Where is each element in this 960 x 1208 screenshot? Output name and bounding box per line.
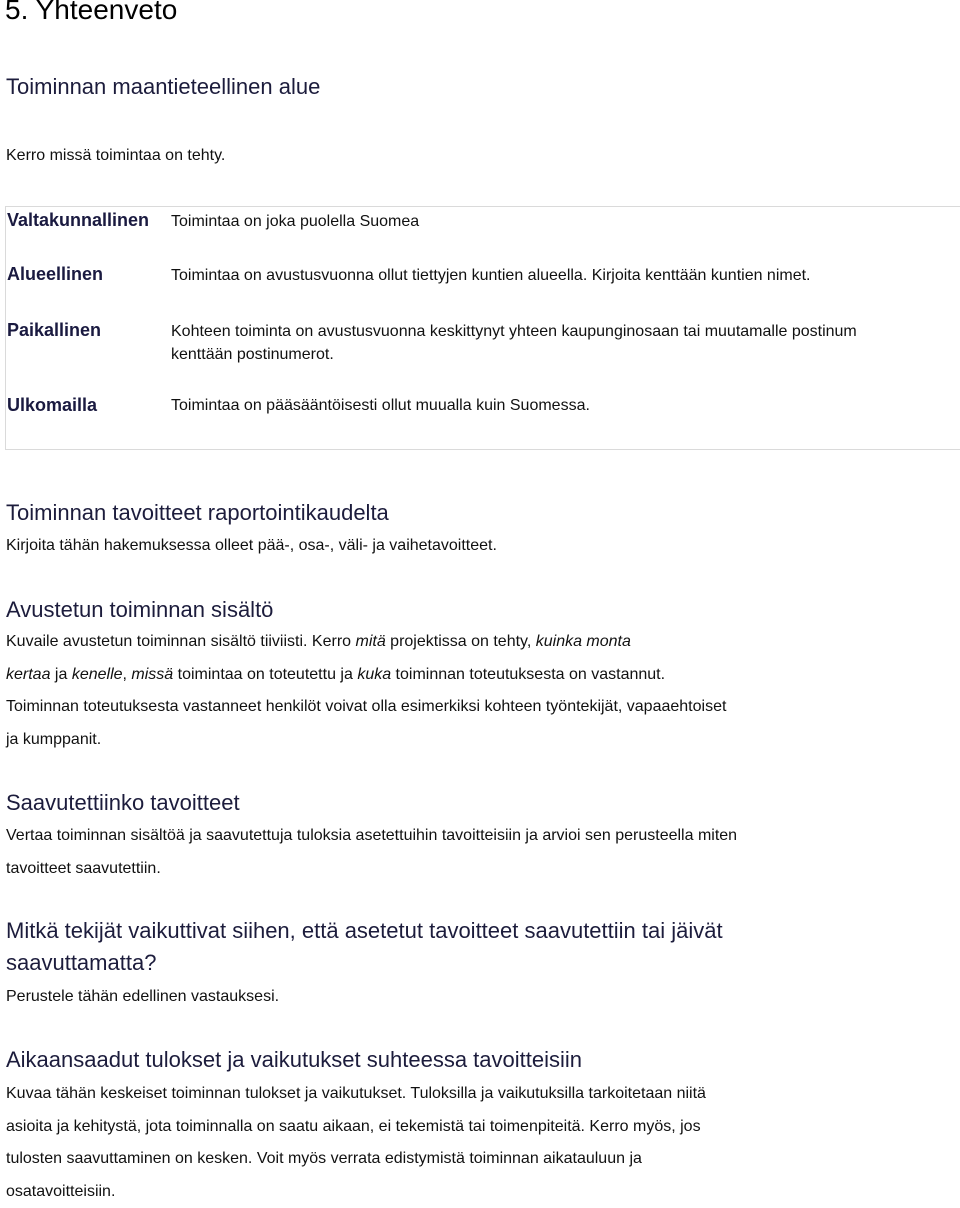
content-paragraph: [6, 626, 906, 756]
text-span: ,: [123, 666, 132, 683]
results-paragraph: [6, 1078, 906, 1208]
emphasis-text: missä: [131, 666, 173, 683]
region-label: Ulkomailla: [7, 395, 97, 416]
goals-text: Kirjoita tähän hakemuksessa olleet pää-, osa-, väli- ja vaihetavoitteet.: [6, 537, 497, 555]
region-description-line: Toimintaa on joka puolella Suomea: [171, 210, 419, 233]
heading-line: saavuttamatta?: [6, 950, 156, 975]
region-label: Paikallinen: [7, 320, 101, 341]
factors-text: Perustele tähän edellinen vastauksesi.: [6, 988, 279, 1006]
text-span: toimintaa on toteutettu ja: [173, 666, 357, 683]
region-label: Valtakunnallinen: [7, 210, 149, 231]
achieved-line-1: Vertaa toiminnan sisältöä ja saavutettuja tuloksia asetettuihin tavoitteisiin ja arvioi sen perusteella miten: [6, 820, 906, 853]
text-span: projektissa on tehty,: [386, 633, 536, 650]
emphasis-text: kuka: [357, 666, 391, 683]
section-heading-results: Aikaansaadut tulokset ja vaikutukset suhteessa tavoitteisiin: [6, 1047, 582, 1073]
results-line-1: Kuvaa tähän keskeiset toiminnan tulokset ja vaikutukset. Tuloksilla ja vaikutuksilla tarkoitetaan niitä: [6, 1078, 906, 1111]
emphasis-text: mitä: [356, 633, 386, 650]
region-description-line: Kohteen toiminta on avustusvuonna keskittynyt yhteen kaupunginosaan tai muutamalle postinum: [171, 320, 857, 343]
region-description-line: kenttään postinumerot.: [171, 343, 857, 366]
section-heading-content: Avustetun toiminnan sisältö: [6, 597, 273, 623]
content-line-3: Toiminnan toteutuksesta vastanneet henkilöt voivat olla esimerkiksi kohteen työntekijät, vapaaehtoiset: [6, 691, 906, 724]
section-heading-geo: Toiminnan maantieteellinen alue: [6, 74, 320, 100]
region-description-line: Toimintaa on pääsääntöisesti ollut muualla kuin Suomessa.: [171, 394, 590, 417]
text-span: Kuvaile avustetun toiminnan sisältö tiiviisti. Kerro: [6, 633, 356, 650]
region-description: [171, 210, 419, 233]
text-span: toiminnan toteutuksesta on vastannut.: [391, 666, 665, 683]
content-line-2: [6, 659, 906, 692]
region-description: [171, 394, 590, 417]
region-description: [171, 264, 811, 287]
geo-instruction: Kerro missä toimintaa on tehty.: [6, 147, 225, 165]
results-line-3: tulosten saavuttaminen on kesken. Voit myös verrata edistymistä toiminnan aikatauluun ja: [6, 1143, 906, 1176]
emphasis-text: kuinka monta: [536, 633, 631, 650]
emphasis-text: kertaa: [6, 666, 50, 683]
results-line-2: asioita ja kehitystä, jota toiminnalla on saatu aikaan, ei tekemistä tai toimenpiteitä. Kerro myös, jos: [6, 1111, 906, 1144]
text-span: ja: [50, 666, 71, 683]
page-title: 5. Yhteenveto: [5, 0, 177, 26]
region-table: [5, 206, 960, 450]
emphasis-text: kenelle: [72, 666, 123, 683]
heading-line: Mitkä tekijät vaikuttivat siihen, että asetetut tavoitteet saavutettiin tai jäivät: [6, 918, 723, 943]
content-line-1: [6, 626, 906, 659]
content-line-4: ja kumppanit.: [6, 724, 906, 757]
region-description-line: Toimintaa on avustusvuonna ollut tiettyjen kuntien alueella. Kirjoita kenttään kuntien nimet.: [171, 264, 811, 287]
region-label: Alueellinen: [7, 264, 103, 285]
region-description: [171, 320, 857, 366]
section-heading-achieved: Saavutettiinko tavoitteet: [6, 790, 240, 816]
results-line-4: osatavoitteisiin.: [6, 1176, 906, 1208]
section-heading-factors: [6, 918, 723, 944]
section-heading-goals: Toiminnan tavoitteet raportointikaudelta: [6, 500, 389, 526]
section-heading-factors-cont: [6, 950, 156, 976]
achieved-line-2: tavoitteet saavutettiin.: [6, 853, 906, 886]
achieved-paragraph: [6, 820, 906, 885]
